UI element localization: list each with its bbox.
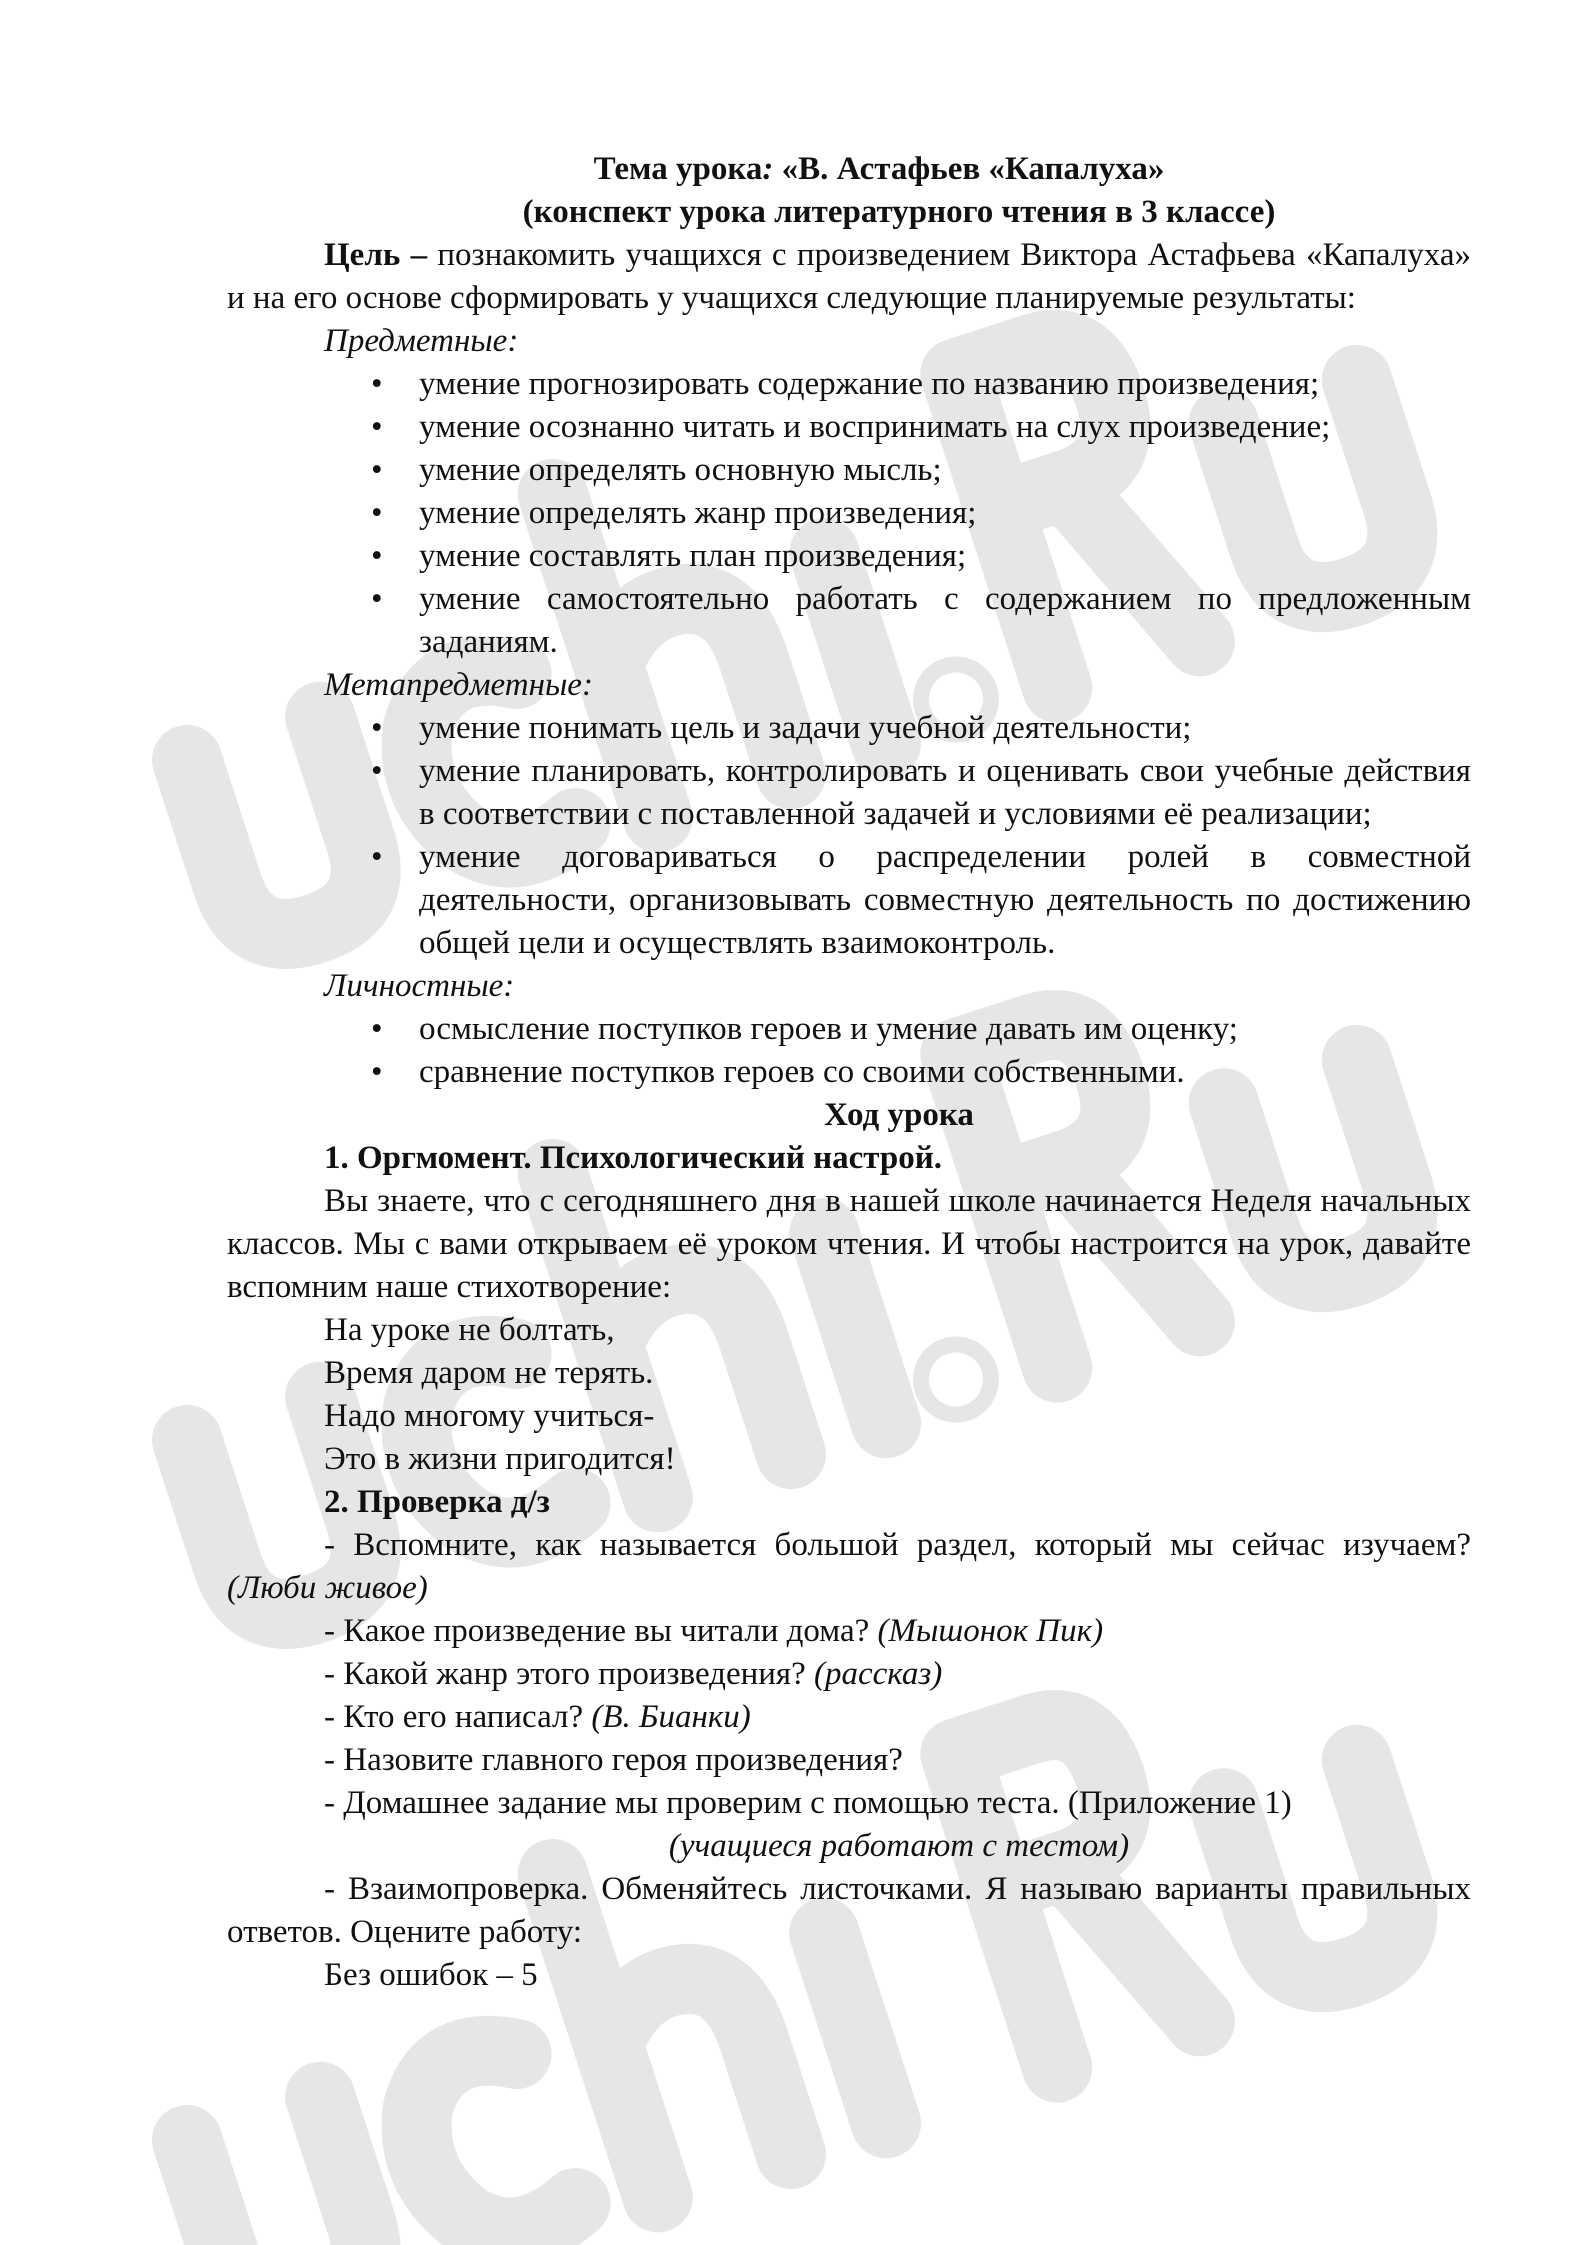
- question-text: - Кто его написал?: [324, 1699, 592, 1735]
- answer-text: (рассказ): [814, 1656, 943, 1692]
- list-item: • умение прогнозировать содержание по названию произведения;: [419, 363, 1471, 406]
- activity-note: (учащиеся работают с тестом): [668, 1828, 1130, 1864]
- list-item: • умение определять жанр произведения;: [419, 492, 1471, 535]
- list-item: • умение определять основную мысль;: [419, 449, 1471, 492]
- grade-line: Без ошибок – 5: [324, 1957, 538, 1993]
- goal-paragraph: [227, 234, 1471, 320]
- poem-line: На уроке не болтать,: [324, 1312, 615, 1348]
- subject-results-list: [227, 363, 1471, 664]
- poem-line: Время даром не терять.: [324, 1355, 654, 1391]
- question-text: - Домашнее задание мы проверим с помощью теста. (Приложение 1): [324, 1785, 1292, 1821]
- personal-results-heading: Личностные:: [324, 968, 515, 1004]
- goal-text: познакомить учащихся с произведением Виктора Астафьева «Капалуха» и на его основе сформировать у учащихся следующие планируемые результаты:: [227, 237, 1472, 316]
- answer-text: (Люби живое): [227, 1570, 428, 1606]
- lesson-heading: Ход урока: [824, 1097, 974, 1133]
- personal-results-list: [227, 1008, 1471, 1094]
- section-1-text: Вы знаете, что с сегодняшнего дня в нашей школе начинается Неделя начальных классов. Мы с вами открываем её уроком чтения. И чтобы настроится на урок, давайте вспомним наше стихотворение:: [227, 1183, 1471, 1305]
- question-line: [227, 1696, 1471, 1739]
- question-text: - Вспомните, как называется большой раздел, который мы сейчас изучаем?: [324, 1527, 1471, 1563]
- meta-results-list: [227, 707, 1471, 965]
- section-2-heading: 2. Проверка д/з: [324, 1484, 550, 1520]
- answer-text: (В. Бианки): [591, 1699, 751, 1735]
- meta-results-heading: Метапредметные:: [324, 667, 593, 703]
- poem-line: Надо многому учиться-: [324, 1398, 655, 1434]
- list-item: • умение самостоятельно работать с содержанием по предложенным заданиям.: [419, 578, 1471, 664]
- question-line: [227, 1782, 1471, 1825]
- poem-line: Это в жизни пригодится!: [324, 1441, 676, 1477]
- question-line: [227, 1653, 1471, 1696]
- subject-results-heading: Предметные:: [324, 323, 519, 359]
- section-1-heading: 1. Оргмомент. Психологический настрой.: [324, 1140, 942, 1176]
- list-item: • осмысление поступков героев и умение давать им оценку;: [419, 1008, 1471, 1051]
- list-item: • сравнение поступков героев со своими собственными.: [419, 1051, 1471, 1094]
- answer-text: (Мышонок Пик): [877, 1613, 1104, 1649]
- list-item: • умение составлять план произведения;: [419, 535, 1471, 578]
- peer-check-text: - Взаимопроверка. Обменяйтесь листочками. Я называю варианты правильных ответов. Оцените работу:: [227, 1871, 1471, 1950]
- document-title: [227, 148, 1471, 191]
- title-colon: :: [762, 151, 774, 187]
- question-line: [227, 1524, 1471, 1610]
- question-line: [227, 1610, 1471, 1653]
- document-subtitle: (конспект урока литературного чтения в 3 классе): [522, 194, 1276, 230]
- question-line: [227, 1739, 1471, 1782]
- question-text: - Какой жанр этого произведения?: [324, 1656, 814, 1692]
- list-item: • умение планировать, контролировать и оценивать свои учебные действия в соответствии с поставленной задачей и условиями её реализации;: [419, 750, 1471, 836]
- title-prefix: Тема урока: [593, 151, 763, 187]
- list-item: • умение понимать цель и задачи учебной деятельности;: [419, 707, 1471, 750]
- title-rest: «В. Астафьев «Капалуха»: [773, 151, 1165, 187]
- goal-label: Цель –: [324, 237, 428, 273]
- list-item: • умение осознанно читать и воспринимать на слух произведение;: [419, 406, 1471, 449]
- lesson-document: [227, 148, 1471, 1997]
- question-text: - Назовите главного героя произведения?: [324, 1742, 903, 1778]
- question-text: - Какое произведение вы читали дома?: [324, 1613, 878, 1649]
- list-item: • умение договариваться о распределении ролей в совместной деятельности, организовывать совместную деятельность по достижению общей цели и осуществлять взаимоконтроль.: [419, 836, 1471, 965]
